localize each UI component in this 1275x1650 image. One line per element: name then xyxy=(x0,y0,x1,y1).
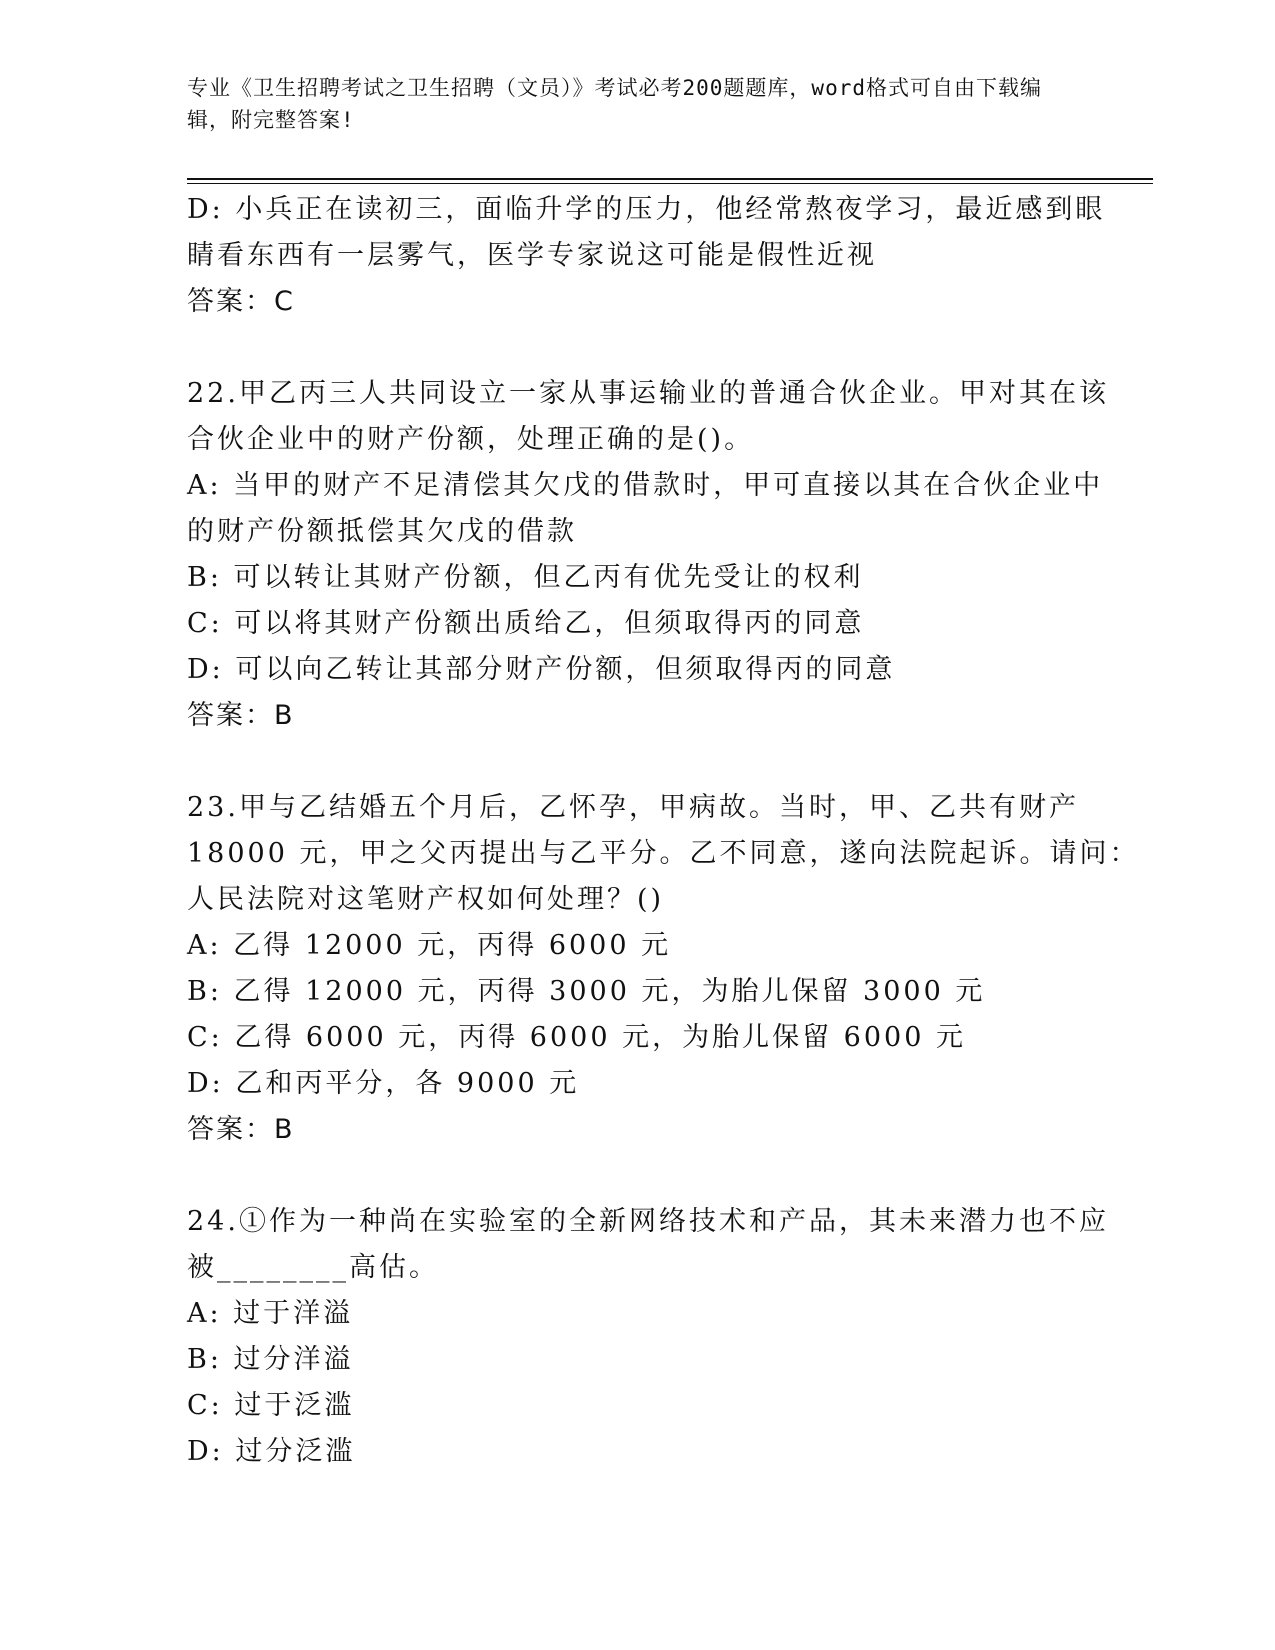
spacer xyxy=(187,325,1077,371)
header-rule-thick xyxy=(187,178,1153,180)
option-a: A: 当甲的财产不足清偿其欠戊的借款时，甲可直接以其在合伙企业中 xyxy=(187,470,1104,501)
question-stem: 合伙企业中的财产份额，处理正确的是()。 xyxy=(187,424,755,455)
option-d-line: 睛看东西有一层雾气，医学专家说这可能是假性近视 xyxy=(187,240,877,271)
header-rule-thin xyxy=(187,183,1153,184)
document-header: 专业《卫生招聘考试之卫生招聘（文员）》考试必考200题题库，word格式可自由下载编辑，附完整答案! xyxy=(187,76,1042,132)
question-24 xyxy=(187,1199,1109,1475)
answer-label: 答案：B xyxy=(187,700,295,731)
option-d: D: 乙和丙平分，各 9000 元 xyxy=(187,1068,580,1099)
question-23 xyxy=(187,785,1140,1153)
option-b: B: 过分洋溢 xyxy=(187,1344,354,1375)
spacer xyxy=(187,1153,1077,1199)
option-b: B: 可以转让其财产份额，但乙丙有优先受让的权利 xyxy=(187,562,864,593)
question-stem: 被________高估。 xyxy=(187,1252,439,1283)
question-stem: 23.甲与乙结婚五个月后，乙怀孕，甲病故。当时，甲、乙共有财产 xyxy=(187,792,1079,823)
question-stem: 22.甲乙丙三人共同设立一家从事运输业的普通合伙企业。甲对其在该 xyxy=(187,378,1109,409)
option-b: B: 乙得 12000 元，丙得 3000 元，为胎儿保留 3000 元 xyxy=(187,976,986,1007)
option-a: A: 乙得 12000 元，丙得 6000 元 xyxy=(187,930,672,961)
question-content xyxy=(187,187,1140,1475)
option-d: D: 过分泛滥 xyxy=(187,1436,356,1467)
option-a: 的财产份额抵偿其欠戊的借款 xyxy=(187,516,577,547)
option-c: C: 乙得 6000 元，丙得 6000 元，为胎儿保留 6000 元 xyxy=(187,1022,966,1053)
question-stem: 人民法院对这笔财产权如何处理？() xyxy=(187,884,665,915)
question-stem: 18000 元，甲之父丙提出与乙平分。乙不同意，遂向法院起诉。请问： xyxy=(187,838,1140,869)
question-21-tail xyxy=(187,187,1106,325)
option-d: D: 可以向乙转让其部分财产份额，但须取得丙的同意 xyxy=(187,654,896,685)
option-a: A: 过于洋溢 xyxy=(187,1298,354,1329)
question-stem: 24.①作为一种尚在实验室的全新网络技术和产品，其未来潜力也不应 xyxy=(187,1206,1109,1237)
question-22 xyxy=(187,371,1109,739)
option-c: C: 过于泛滥 xyxy=(187,1390,355,1421)
answer-label: 答案：B xyxy=(187,1114,295,1145)
option-d-line: D: 小兵正在读初三，面临升学的压力，他经常熬夜学习，最近感到眼 xyxy=(187,194,1106,225)
answer-label: 答案：C xyxy=(187,286,295,317)
spacer xyxy=(187,739,1077,785)
option-c: C: 可以将其财产份额出质给乙，但须取得丙的同意 xyxy=(187,608,865,639)
